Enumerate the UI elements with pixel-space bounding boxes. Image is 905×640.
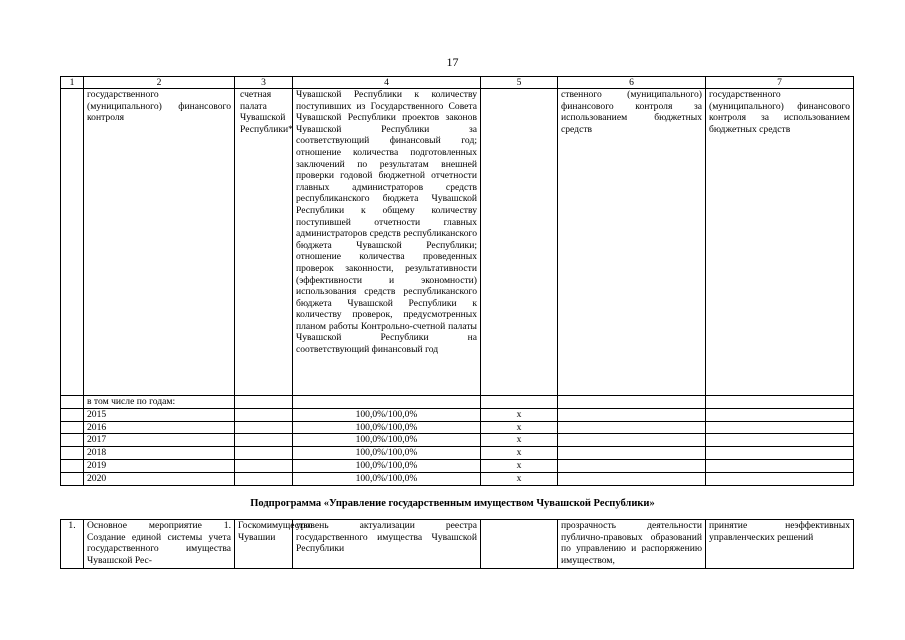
cell-year-value: 100,0%/100,0% xyxy=(293,472,481,485)
cell-empty xyxy=(61,396,84,409)
cell-indicator: уровень актуализации реестра государственного имущества Чувашской Республики xyxy=(293,520,481,569)
cell-empty xyxy=(706,421,854,434)
cell-empty xyxy=(235,408,293,421)
column-number-5: 5 xyxy=(481,77,558,89)
cell-col5 xyxy=(481,520,558,569)
indicators-table xyxy=(60,76,854,486)
cell-year-mark: х xyxy=(481,447,558,460)
cell-year-mark: х xyxy=(481,459,558,472)
column-number-4: 4 xyxy=(293,77,481,89)
table-row-year xyxy=(61,434,854,447)
cell-empty xyxy=(235,472,293,485)
cell-years-label: в том числе по годам: xyxy=(84,396,235,409)
table-row xyxy=(61,396,854,409)
cell-col5 xyxy=(481,89,558,396)
cell-risks: государственного (муниципального) финансового контроля за использованием бюджетных средств xyxy=(706,89,854,396)
cell-empty xyxy=(235,434,293,447)
table-row xyxy=(61,89,854,396)
cell-year: 2017 xyxy=(84,434,235,447)
cell-empty xyxy=(706,472,854,485)
cell-year: 2019 xyxy=(84,459,235,472)
cell-year-value: 100,0%/100,0% xyxy=(293,408,481,421)
cell-year: 2015 xyxy=(84,408,235,421)
cell-empty xyxy=(558,421,706,434)
cell-year: 2018 xyxy=(84,447,235,460)
cell-empty xyxy=(558,472,706,485)
cell-year-mark: х xyxy=(481,408,558,421)
cell-empty xyxy=(706,434,854,447)
cell-responsible: Госкомимущество Чувашии xyxy=(235,520,293,569)
cell-empty xyxy=(481,396,558,409)
cell-year: 2016 xyxy=(84,421,235,434)
table-row-year xyxy=(61,472,854,485)
cell-empty xyxy=(61,434,84,447)
cell-empty xyxy=(235,447,293,460)
cell-empty xyxy=(558,447,706,460)
table-row-year xyxy=(61,459,854,472)
cell-year-mark: х xyxy=(481,472,558,485)
cell-year-value: 100,0%/100,0% xyxy=(293,434,481,447)
cell-index xyxy=(61,89,84,396)
cell-empty xyxy=(61,459,84,472)
subprogram-table xyxy=(60,519,854,569)
cell-year-mark: х xyxy=(481,434,558,447)
subprogram-title: Подпрограмма «Управление государственным имуществом Чувашской Республики» xyxy=(250,498,655,509)
cell-year-value: 100,0%/100,0% xyxy=(293,447,481,460)
cell-empty xyxy=(558,434,706,447)
cell-empty xyxy=(558,408,706,421)
cell-year-value: 100,0%/100,0% xyxy=(293,459,481,472)
cell-empty xyxy=(235,459,293,472)
cell-empty xyxy=(706,459,854,472)
table-row xyxy=(61,520,854,569)
column-number-7: 7 xyxy=(706,77,854,89)
cell-risks: принятие неэффективных управленческих решений xyxy=(706,520,854,569)
cell-year: 2020 xyxy=(84,472,235,485)
cell-expected-result: ственного (муниципального) финансового контроля за использованием бюджетных средств xyxy=(558,89,706,396)
table-header-row xyxy=(61,77,854,89)
column-number-2: 2 xyxy=(84,77,235,89)
cell-main-activity: Основное мероприятие 1. Создание единой системы учета государственного имущества Чувашской Рес- xyxy=(84,520,235,569)
cell-empty xyxy=(235,421,293,434)
cell-empty xyxy=(706,447,854,460)
cell-empty xyxy=(706,396,854,409)
cell-empty xyxy=(61,421,84,434)
column-number-6: 6 xyxy=(558,77,706,89)
cell-empty xyxy=(558,459,706,472)
table-row-year xyxy=(61,447,854,460)
cell-year-value: 100,0%/100,0% xyxy=(293,421,481,434)
cell-indicator-formula: Чувашской Республики к количеству поступивших из Государственного Совета Чувашской Республики проектов законов Чувашской Республики за соответствующий финансовый год; отношение количества подготовленных заключений по результатам внешней проверки годовой бюджетной отчетности главных администраторов средств республиканского бюджета Чувашской Республики к общему количеству поступившей отчетности главных администраторов средств республиканского бюджета Чувашской Республики; отношение количества проведенных проверок законности, результативности (эффективности и экономности) использования средств республиканского бюджета Чувашской Республики к количеству проверок, предусмотренных планом работы Контрольно-счетной палаты Чувашской Республики на соответствующий финансовый год xyxy=(293,89,481,396)
cell-row-number: 1. xyxy=(61,520,84,569)
cell-empty xyxy=(61,472,84,485)
cell-responsible: счетная палата Чувашской Республики* xyxy=(235,89,293,396)
column-number-3: 3 xyxy=(235,77,293,89)
cell-indicator-name: государственного (муниципального) финансового контроля xyxy=(84,89,235,396)
cell-empty xyxy=(558,396,706,409)
cell-empty xyxy=(235,396,293,409)
cell-empty xyxy=(61,408,84,421)
column-number-1: 1 xyxy=(61,77,84,89)
table-row-year xyxy=(61,408,854,421)
cell-empty xyxy=(61,447,84,460)
table-row-year xyxy=(61,421,854,434)
page-number: 17 xyxy=(446,55,459,69)
cell-empty xyxy=(293,396,481,409)
cell-expected-result: прозрачность деятельности публично-правовых образований по управлению и распоряжению имуществом, xyxy=(558,520,706,569)
cell-year-mark: х xyxy=(481,421,558,434)
cell-empty xyxy=(706,408,854,421)
